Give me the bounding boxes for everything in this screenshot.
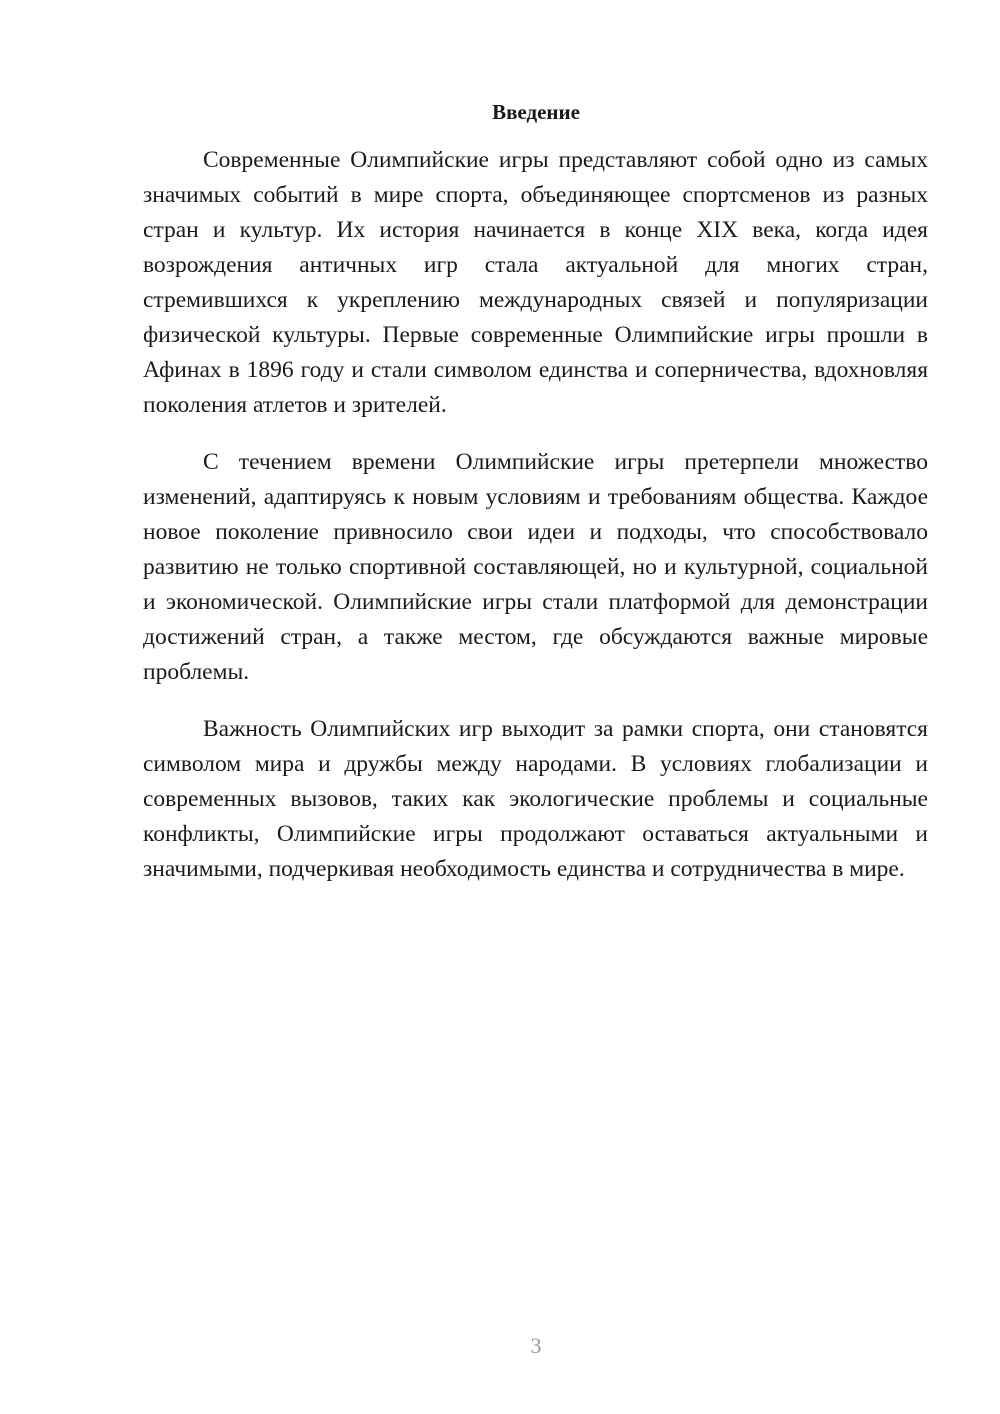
page-number: 3 bbox=[530, 1333, 542, 1358]
body-text bbox=[143, 143, 928, 909]
paragraph-3: Важность Олимпийских игр выходит за рамки спорта, они становятся символом мира и дружбы между народами. В условиях глобализации и современных вызовов, таких как экологические проблемы и социальные конфликты, Олимпийские игры продолжают оставаться актуальными и значимыми, подчеркивая необходимость единства и сотрудничества в мире. bbox=[143, 716, 928, 882]
paragraph-2: С течением времени Олимпийские игры претерпели множество изменений, адаптируясь к новым условиям и требованиям общества. Каждое новое поколение привносило свои идеи и подходы, что способствовало развитию не только спортивной составляющей, но и культурной, социальной и экономической. Олимпийские игры стали платформой для демонстрации достижений стран, а также местом, где обсуждаются важные мировые проблемы. bbox=[143, 449, 928, 685]
paragraph-1: Современные Олимпийские игры представляют собой одно из самых значимых событий в мире спорта, объединяющее спортсменов из разных стран и культур. Их история начинается в конце XIX века, когда идея возрождения античных игр стала актуальной для многих стран, стремившихся к укреплению международных связей и популяризации физической культуры. Первые современные Олимпийские игры прошли в Афинах в 1896 году и стали символом единства и соперничества, вдохновляя поколения атлетов и зрителей. bbox=[143, 147, 928, 418]
section-heading: Введение bbox=[492, 100, 580, 124]
